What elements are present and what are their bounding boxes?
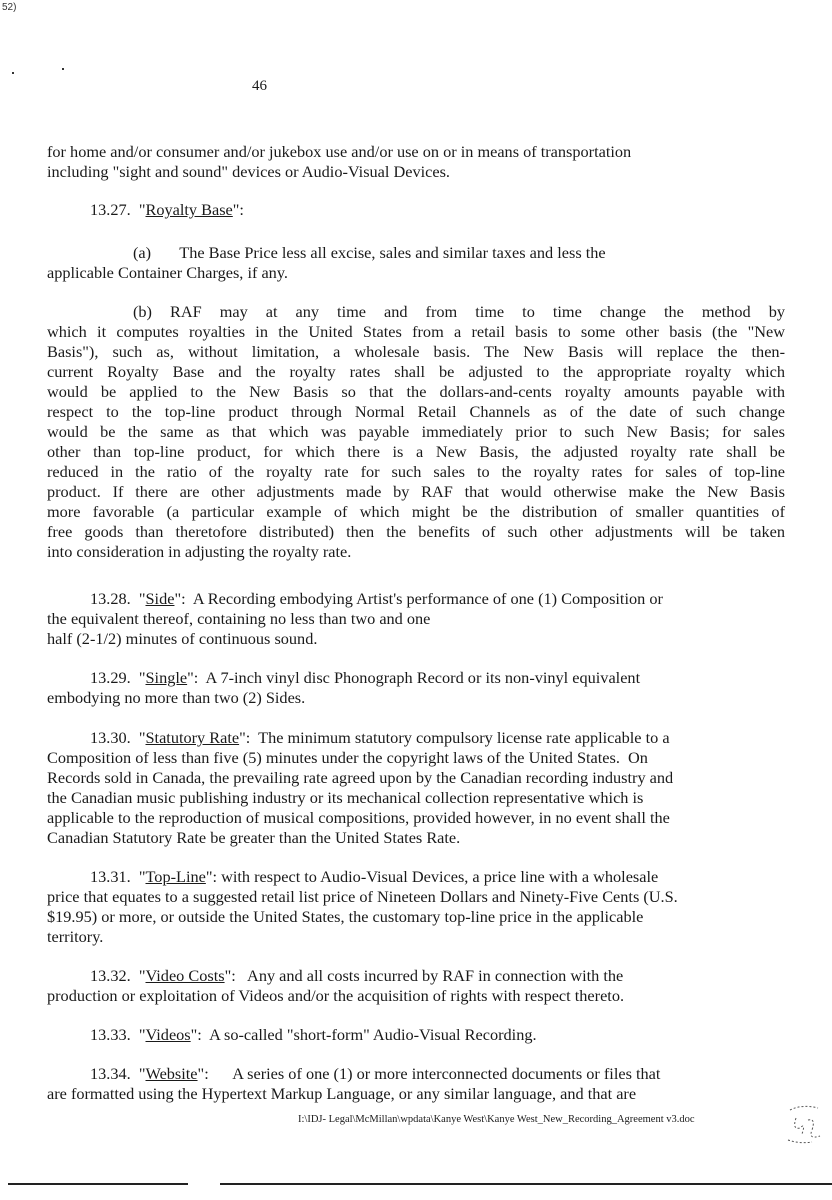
heading-text: 13.32. " xyxy=(90,966,146,985)
heading-text: 13.29. " xyxy=(90,668,146,687)
footer-file-path: I:\IDJ- Legal\McMillan\wpdata\Kanye West\Kanye West_New_Recording_Agreement v3.doc xyxy=(298,1114,695,1125)
text-line: including "sight and sound" devices or Audio-Visual Devices. xyxy=(47,162,450,181)
heading-text: ": A 7-inch vinyl disc Phonograph Record or its non-vinyl equivalent xyxy=(187,668,641,687)
text-line: more favorable (a particular example of which might be the distribution of smaller quantities of xyxy=(47,502,785,521)
text-line: would be applied to the New Basis so that the dollars-and-cents royalty amounts payable with xyxy=(47,382,785,401)
text-line: for home and/or consumer and/or jukebox use and/or use on or in means of transportation xyxy=(47,142,632,161)
heading-text: 13.30. " xyxy=(90,728,146,747)
definition-heading-line xyxy=(90,589,663,609)
defined-term: Single xyxy=(145,668,188,687)
page-number: 46 xyxy=(252,78,267,94)
heading-text: 13.28. " xyxy=(90,589,146,608)
text-line: applicable Container Charges, if any. xyxy=(47,263,288,282)
heading-text: 13.33. " xyxy=(90,1025,146,1044)
scan-speck xyxy=(12,72,14,74)
text-line: other than top-line product, for which there is a New Basis, the adjusted royalty rate shall be xyxy=(47,442,785,461)
text-line: respect to the top-line product through Normal Retail Channels as of the date of such change xyxy=(47,402,785,421)
text-line: which it computes royalties in the United States from a retail basis to some other basis (the "New xyxy=(47,322,785,341)
heading-text: 13.27. " xyxy=(90,200,146,219)
defined-term: Website xyxy=(145,1064,198,1083)
margin-note: 52) xyxy=(2,2,17,13)
heading-text: ": A Recording embodying Artist's performance of one (1) Composition or xyxy=(174,589,663,608)
heading-text: ": Any and all costs incurred by RAF in connection with the xyxy=(224,966,624,985)
scan-speck xyxy=(62,68,64,70)
definition-heading-line xyxy=(90,728,670,748)
text-line: free goods than theretofore distributed) then the benefits of such other adjustments will be taken xyxy=(47,522,785,541)
text-line: the Canadian music publishing industry or its mechanical collection representative which is xyxy=(47,788,644,807)
defined-term: Video Costs xyxy=(145,966,225,985)
text-line: would be the same as that which was payable immediately prior to such New Basis; for sales xyxy=(47,422,785,441)
definition-heading-line xyxy=(90,966,623,986)
defined-term: Side xyxy=(145,589,175,608)
text-line: product. If there are other adjustments made by RAF that would otherwise make the New Basis xyxy=(47,482,785,501)
text-line: $19.95) or more, or outside the United States, the customary top-line price in the applicable xyxy=(47,907,644,926)
heading-text: ": A series of one (1) or more interconnected documents or files that xyxy=(197,1064,661,1083)
defined-term: Royalty Base xyxy=(145,200,233,219)
text-line: production or exploitation of Videos and/or the acquisition of rights with respect thereto. xyxy=(47,986,625,1005)
text-line: (b) RAF may at any time and from time to time change the method by xyxy=(133,302,785,321)
text-line: (a) The Base Price less all excise, sales and similar taxes and less the xyxy=(133,243,606,262)
text-line: territory. xyxy=(47,927,104,946)
defined-term: Top-Line xyxy=(145,867,206,886)
defined-term: Statutory Rate xyxy=(145,728,240,747)
heading-text: ": with respect to Audio-Visual Devices, a price line with a wholesale xyxy=(205,867,659,886)
text-line: half (2-1/2) minutes of continuous sound. xyxy=(47,629,318,648)
bottom-rule xyxy=(8,1183,188,1185)
bottom-rule xyxy=(220,1183,832,1185)
text-line: embodying no more than two (2) Sides. xyxy=(47,688,306,707)
text-line: price that equates to a suggested retail list price of Nineteen Dollars and Ninety-Five Cents (U.S. xyxy=(47,887,678,906)
definition-heading-line xyxy=(90,1064,660,1084)
definition-heading-line xyxy=(90,1025,537,1045)
heading-text: ": A so-called "short-form" Audio-Visual Recording. xyxy=(190,1025,537,1044)
text-line: reduced in the ratio of the royalty rate for such sales to the royalty rates for sales of top-line xyxy=(47,462,785,481)
text-line: applicable to the reproduction of musical compositions, provided however, in no event shall the xyxy=(47,808,670,827)
definition-heading-line xyxy=(90,668,640,688)
text-line: current Royalty Base and the royalty rates shall be adjusted to the appropriate royalty which xyxy=(47,362,785,381)
text-line: Basis"), such as, without limitation, a wholesale basis. The New Basis will replace the then- xyxy=(47,342,785,361)
heading-text: 13.34. " xyxy=(90,1064,146,1083)
definition-heading-line xyxy=(90,200,244,220)
initials-signature xyxy=(782,1100,828,1150)
text-line: Records sold in Canada, the prevailing rate agreed upon by the Canadian recording industry and xyxy=(47,768,674,787)
heading-text: 13.31. " xyxy=(90,867,146,886)
text-line: are formatted using the Hypertext Markup Language, or any similar language, and that are xyxy=(47,1084,637,1103)
definition-heading-line xyxy=(90,867,658,887)
text-line: Composition of less than five (5) minutes under the copyright laws of the United States. On xyxy=(47,748,648,767)
text-line: into consideration in adjusting the royalty rate. xyxy=(47,542,352,561)
heading-text: ": The minimum statutory compulsory license rate applicable to a xyxy=(239,728,670,747)
heading-text: ": xyxy=(232,200,244,219)
defined-term: Videos xyxy=(145,1025,191,1044)
text-line: Canadian Statutory Rate be greater than the United States Rate. xyxy=(47,828,461,847)
text-line: the equivalent thereof, containing no less than two and one xyxy=(47,609,431,628)
